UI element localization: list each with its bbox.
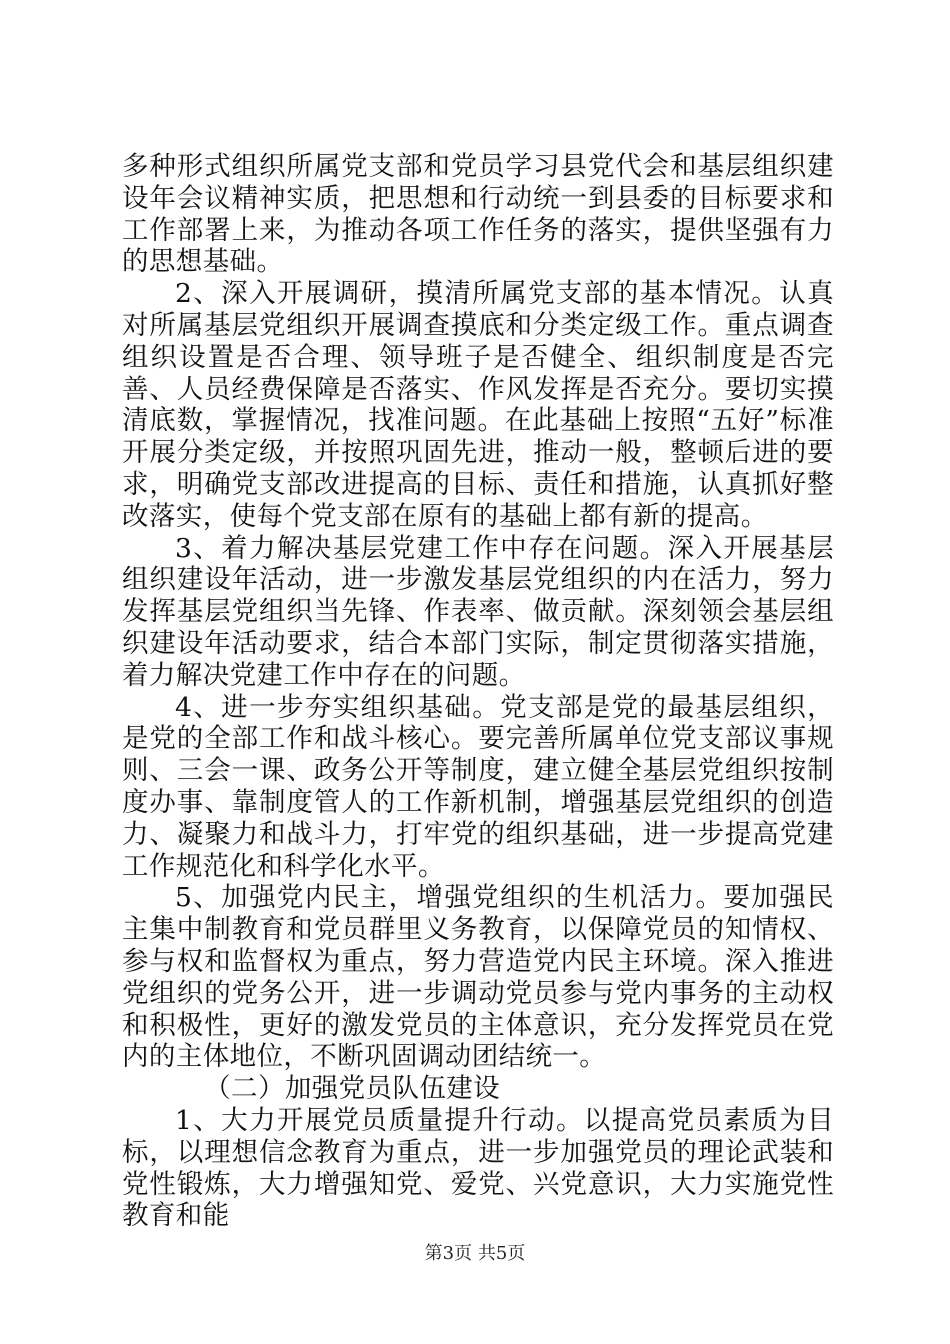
paragraph-item-3: 3、着力解决基层党建工作中存在问题。深入开展基层组织建设年活动，进一步激发基层党组织的内在活力，努力发挥基层党组织当先锋、作表率、做贡献。深刻领会基层组织建设年活动要求，结合本部门实际，制定贯彻落实措施，着力解决党建工作中存在的问题。 <box>122 532 834 691</box>
paragraph-continuation: 多种形式组织所属党支部和党员学习县党代会和基层组织建设年会议精神实质，把思想和行动统一到县委的目标要求和工作部署上来，为推动各项工作任务的落实，提供坚强有力的思想基础。 <box>122 151 834 278</box>
section-heading: （二）加强党员队伍建设 <box>204 1073 501 1105</box>
document-body <box>122 151 834 1232</box>
paragraph-section-2-item-1: 1、大力开展党员质量提升行动。以提高党员素质为目标，以理想信念教育为重点，进一步加强党员的理论武装和党性锻炼，大力增强知党、爱党、兴党意识，大力实施党性教育和能 <box>122 1104 834 1232</box>
page-number-label: 第3页 共5页 <box>424 1243 526 1264</box>
paragraph-item-2: 2、深入开展调研，摸清所属党支部的基本情况。认真对所属基层党组织开展调查摸底和分类定级工作。重点调查组织设置是否合理、领导班子是否健全、组织制度是否完善、人员经费保障是否落实、作风发挥是否充分。要切实摸清底数，掌握情况，找准问题。在此基础上按照“五好”标准开展分类定级，并按照巩固先进，推动一般，整顿后进的要求，明确党支部改进提高的目标、责任和措施，认真抓好整改落实，使每个党支部在原有的基础上都有新的提高。 <box>122 278 834 532</box>
paragraph-item-5: 5、加强党内民主，增强党组织的生机活力。要加强民主集中制教育和党员群里义务教育，以保障党员的知情权、参与权和监督权为重点，努力营造党内民主环境。深入推进党组织的党务公开，进一步调动党员参与党内事务的主动权和积极性，更好的激发党员的主体意识，充分发挥党员在党内的主体地位，不断巩固调动团结统一。 <box>122 882 834 1073</box>
paragraph-item-4: 4、进一步夯实组织基础。党支部是党的最基层组织，是党的全部工作和战斗核心。要完善所属单位党支部议事规则、三会一课、政务公开等制度，建立健全基层党组织按制度办事、靠制度管人的工作新机制，增强基层党组织的创造力、凝聚力和战斗力，打牢党的组织基础，进一步提高党建工作规范化和科学化水平。 <box>122 691 834 882</box>
page-footer <box>0 1242 950 1266</box>
